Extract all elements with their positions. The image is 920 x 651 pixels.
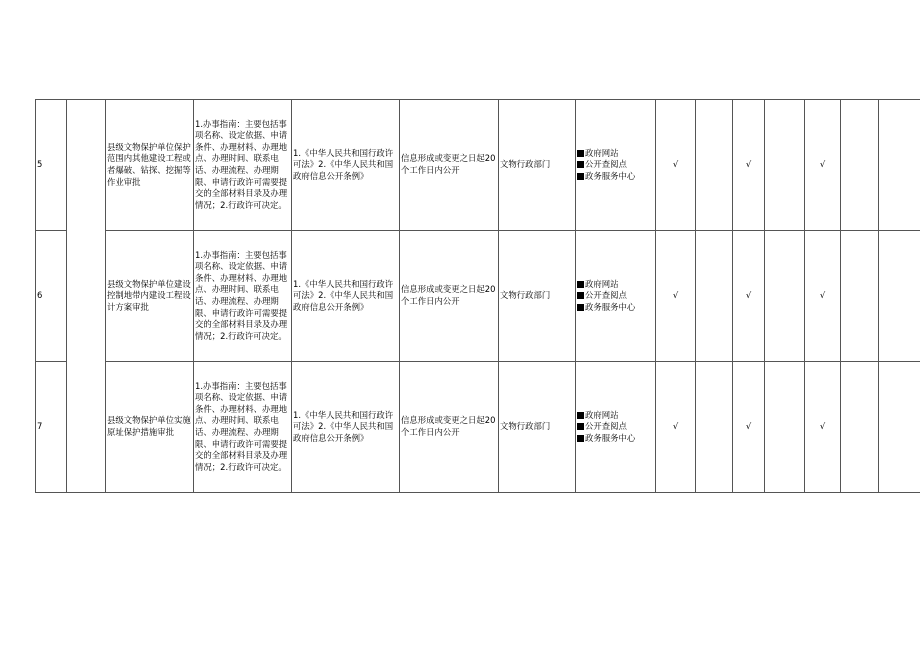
- method-line: 公开查阅点: [577, 159, 654, 171]
- check-cell: [879, 231, 920, 362]
- item-methods: [576, 231, 656, 362]
- filled-square-icon: [577, 435, 584, 442]
- filled-square-icon: [577, 173, 584, 180]
- item-methods: [576, 362, 656, 493]
- check-cell: [765, 231, 805, 362]
- row-number: 7: [36, 362, 67, 493]
- table-row: [36, 231, 920, 362]
- check-cell: [879, 100, 920, 231]
- check-cell: √: [656, 231, 696, 362]
- item-basis: 1.《中华人民共和国行政许可法》2.《中华人民共和国政府信息公开条例》: [292, 231, 400, 362]
- method-line: 政务服务中心: [577, 302, 654, 314]
- check-cell: √: [733, 231, 765, 362]
- item-content: 1.办事指南：主要包括事项名称、设定依据、申请条件、办理材料、办理地点、办理时间、联系电话、办理流程、办理期限、申请行政许可需要提交的全部材料目录及办理情况；2.行政许可决定。: [194, 100, 292, 231]
- item-title: 县级文物保护单位建设控制地带内建设工程设计方案审批: [106, 231, 194, 362]
- table-row: [36, 362, 920, 493]
- category-cell: [67, 100, 106, 493]
- filled-square-icon: [577, 304, 584, 311]
- check-cell: [696, 362, 733, 493]
- item-basis: 1.《中华人民共和国行政许可法》2.《中华人民共和国政府信息公开条例》: [292, 100, 400, 231]
- item-title: 县级文物保护单位实施原址保护措施审批: [106, 362, 194, 493]
- check-cell: √: [733, 100, 765, 231]
- check-cell: [696, 231, 733, 362]
- row-number: 5: [36, 100, 67, 231]
- method-line: 政务服务中心: [577, 171, 654, 183]
- method-line: 政府网站: [577, 279, 654, 291]
- check-cell: √: [733, 362, 765, 493]
- method-line: 政务服务中心: [577, 433, 654, 445]
- item-content: 1.办事指南：主要包括事项名称、设定依据、申请条件、办理材料、办理地点、办理时间、联系电话、办理流程、办理期限、申请行政许可需要提交的全部材料目录及办理情况；2.行政许可决定。: [194, 362, 292, 493]
- method-line: 公开查阅点: [577, 421, 654, 433]
- row-number: 6: [36, 231, 67, 362]
- table-row: [36, 100, 920, 231]
- item-title: 县级文物保护单位保护范围内其他建设工程或者爆破、钻探、挖掘等作业审批: [106, 100, 194, 231]
- check-cell: [765, 100, 805, 231]
- check-cell: [879, 362, 920, 493]
- method-line: 公开查阅点: [577, 290, 654, 302]
- item-subject: 文物行政部门: [499, 362, 576, 493]
- filled-square-icon: [577, 161, 584, 168]
- filled-square-icon: [577, 281, 584, 288]
- method-line: 政府网站: [577, 410, 654, 422]
- filled-square-icon: [577, 292, 584, 299]
- item-subject: 文物行政部门: [499, 100, 576, 231]
- check-cell: √: [805, 231, 841, 362]
- item-basis: 1.《中华人民共和国行政许可法》2.《中华人民共和国政府信息公开条例》: [292, 362, 400, 493]
- check-cell: [841, 231, 879, 362]
- check-cell: √: [805, 100, 841, 231]
- filled-square-icon: [577, 150, 584, 157]
- check-cell: [696, 100, 733, 231]
- item-timelimit: 信息形成或变更之日起20个工作日内公开: [400, 100, 499, 231]
- item-timelimit: 信息形成或变更之日起20个工作日内公开: [400, 231, 499, 362]
- filled-square-icon: [577, 423, 584, 430]
- check-cell: √: [656, 362, 696, 493]
- item-subject: 文物行政部门: [499, 231, 576, 362]
- check-cell: [841, 100, 879, 231]
- item-timelimit: 信息形成或变更之日起20个工作日内公开: [400, 362, 499, 493]
- item-methods: [576, 100, 656, 231]
- check-cell: [765, 362, 805, 493]
- method-line: 政府网站: [577, 148, 654, 160]
- check-cell: √: [656, 100, 696, 231]
- check-cell: √: [805, 362, 841, 493]
- filled-square-icon: [577, 412, 584, 419]
- disclosure-table: [35, 99, 920, 493]
- item-content: 1.办事指南：主要包括事项名称、设定依据、申请条件、办理材料、办理地点、办理时间、联系电话、办理流程、办理期限、申请行政许可需要提交的全部材料目录及办理情况；2.行政许可决定。: [194, 231, 292, 362]
- check-cell: [841, 362, 879, 493]
